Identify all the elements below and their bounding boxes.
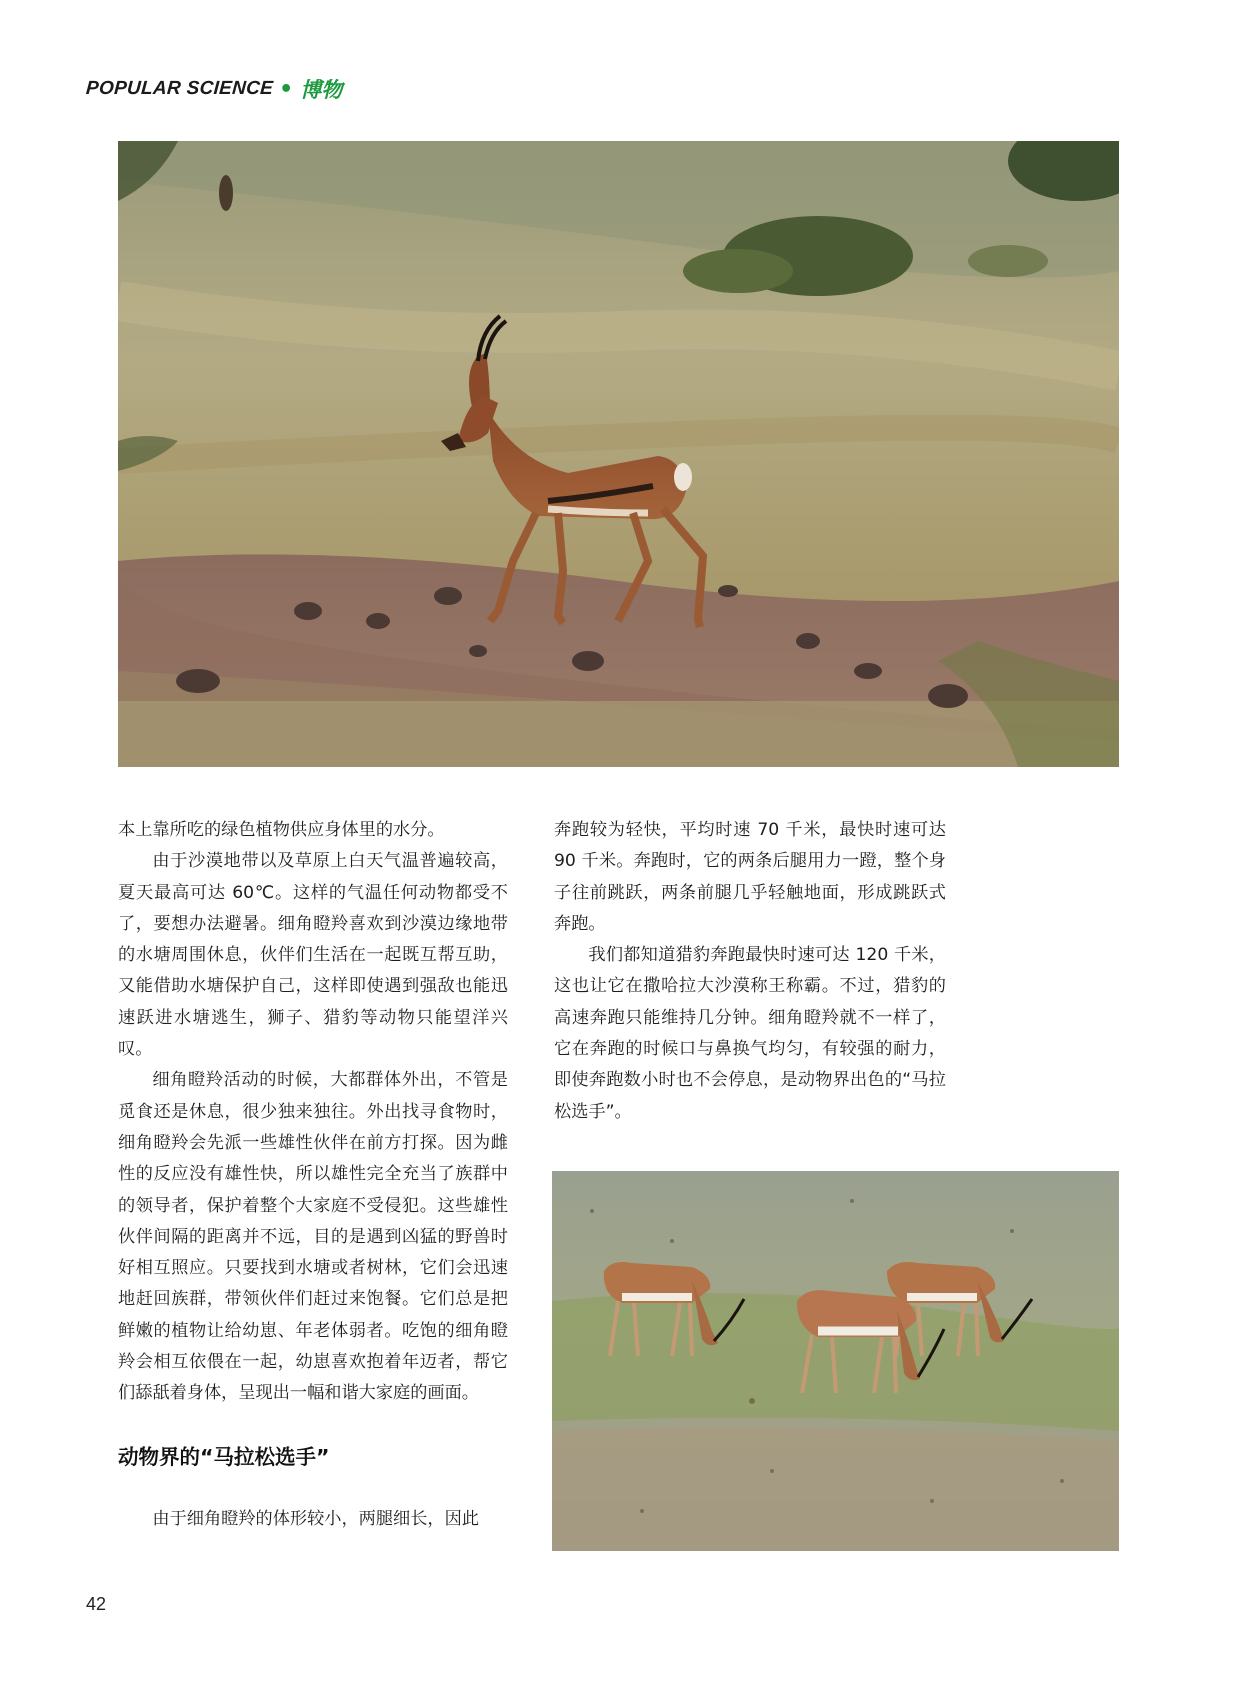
running-header <box>86 74 342 104</box>
paragraph: 细角瞪羚活动的时候，大都群体外出，不管是觅食还是休息，很少独来独往。外出找寻食物时，细角瞪羚会先派一些雄性伙伴在前方打探。因为雌性的反应没有雄性快，所以雄性完全充当了族群中的领导者，保护着整个大家庭不受侵犯。这些雄性伙伴间隔的距离并不远，目的是遇到凶猛的野兽时好相互照应。只要找到水塘或者树林，它们会迅速地赶回族群，带领伙伴们赶过来饱餐。它们总是把鲜嫩的植物让给幼崽、年老体弱者。吃饱的细角瞪羚会相互依偎在一起，幼崽喜欢抱着年迈者，帮它们舔舐着身体，呈现出一幅和谐大家庭的画面。 <box>118 1070 508 1404</box>
section-name: 博物 <box>300 78 343 102</box>
paragraph: 由于细角瞪羚的体形较小，两腿细长，因此 <box>152 1508 479 1529</box>
page-number: 42 <box>86 1594 107 1614</box>
section-heading: 动物界的“马拉松选手” <box>118 1444 330 1469</box>
text-column-right <box>554 815 946 1128</box>
paragraph: 奔跑较为轻快，平均时速 70 千米，最快时速可达 90 千米。奔跑时，它的两条后腿用力一蹬，整个身子往前跳跃，两条前腿几乎轻触地面，形成跳跃式奔跑。 <box>554 820 946 934</box>
savanna-scene <box>118 141 1119 767</box>
paragraph: 我们都知道猎豹奔跑最快时速可达 120 千米，这也让它在撒哈拉大沙漠称王称霸。不过，猎豹的高速奔跑只能维持几分钟。细角瞪羚就不一样了，它在奔跑的时候口与鼻换气均匀，有较强的耐力，即使奔跑数小时也不会停息，是动物界出色的“马拉松选手”。 <box>554 945 946 1122</box>
header-separator: • <box>279 76 294 102</box>
text-column-left <box>118 815 508 1535</box>
photo-gazelle-walking <box>118 141 1119 767</box>
paragraph: 由于沙漠地带以及草原上白天气温普遍较高，夏天最高可达 60℃。这样的气温任何动物都受不了，要想办法避暑。细角瞪羚喜欢到沙漠边缘地带的水塘周围休息，伙伴们生活在一起既互帮互助，又能借助水塘保护自己，这样即使遇到强敌也能迅速跃进水塘逃生，狮子、猎豹等动物只能望洋兴叹。 <box>118 851 508 1060</box>
grazing-scene <box>552 1171 1119 1551</box>
photo-gazelles-grazing <box>552 1171 1119 1551</box>
paragraph: 本上靠所吃的绿色植物供应身体里的水分。 <box>118 820 445 840</box>
magazine-brand: POPULAR SCIENCE <box>85 78 274 99</box>
